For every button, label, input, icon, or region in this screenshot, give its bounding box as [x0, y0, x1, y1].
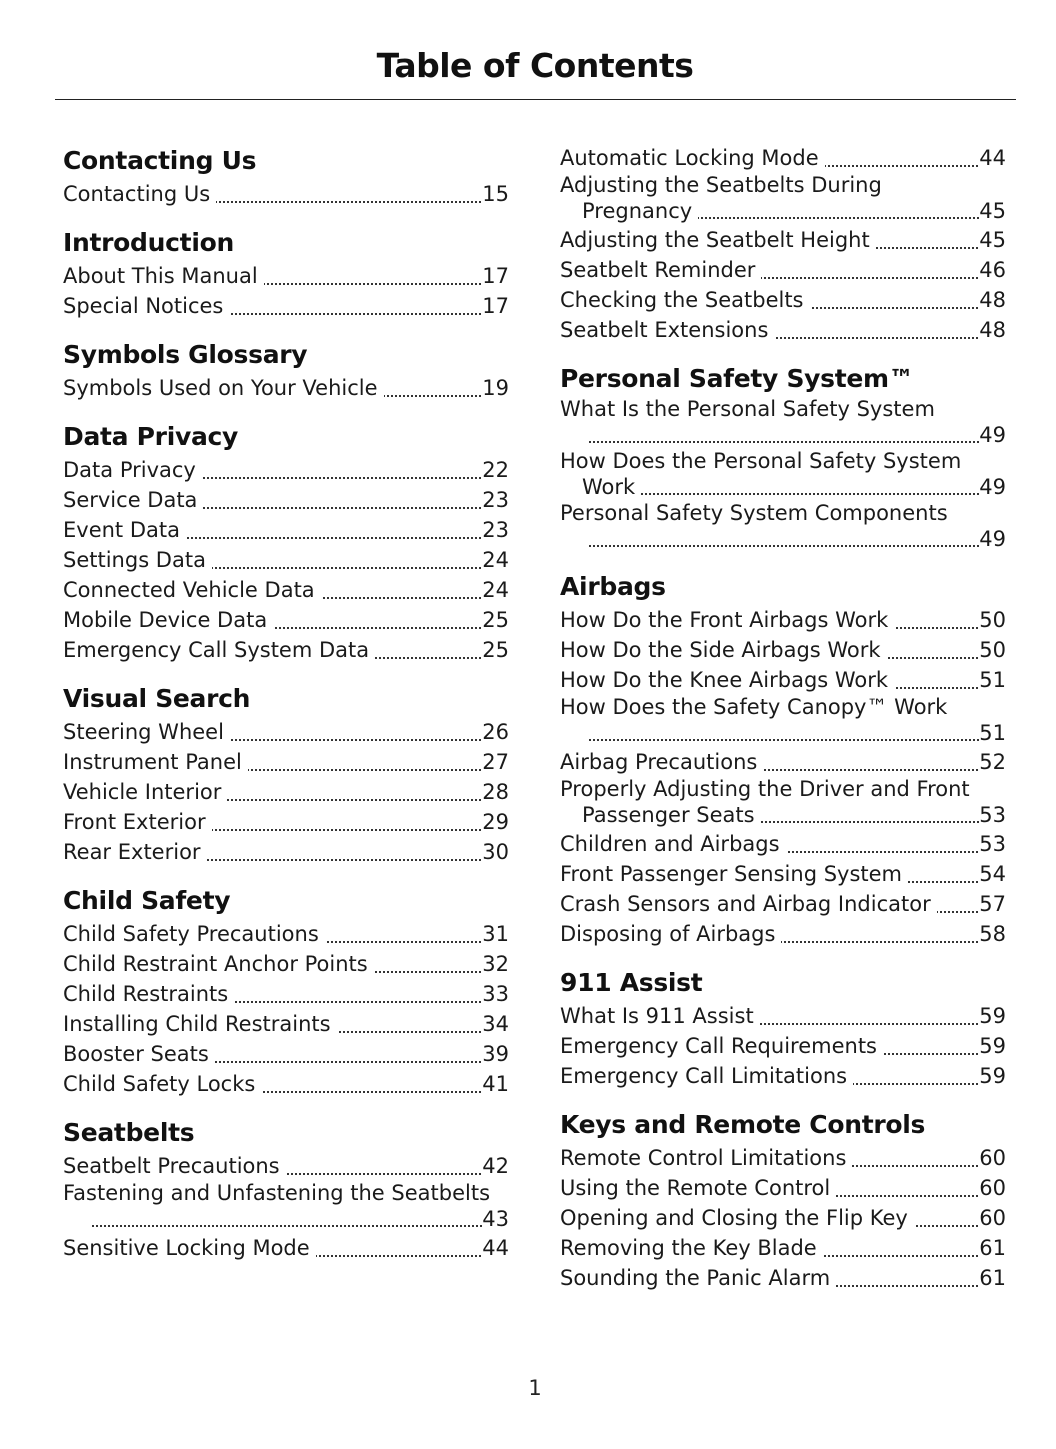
- toc-entry[interactable]: [63, 1039, 509, 1069]
- toc-entry[interactable]: [560, 1001, 1006, 1031]
- toc-entry[interactable]: [63, 545, 509, 575]
- entry-title: Seatbelt Extensions: [560, 318, 774, 342]
- entry-continuation: [560, 197, 1006, 225]
- entry-title-continued: Work: [582, 475, 641, 499]
- toc-entry[interactable]: [63, 261, 509, 291]
- toc-entry[interactable]: [63, 979, 509, 1009]
- entry-title: Child Restraints: [63, 982, 234, 1006]
- entry-page-number: 43: [482, 1207, 509, 1231]
- entry-page-number: 34: [482, 1009, 509, 1039]
- entry-title: Seatbelt Precautions: [63, 1154, 286, 1178]
- entry-title: Adjusting the Seatbelt Height: [560, 228, 876, 252]
- entry-page-number: 49: [979, 527, 1006, 551]
- entry-continuation: [560, 719, 1006, 747]
- entry-page-number: 23: [482, 485, 509, 515]
- entry-title: How Do the Front Airbags Work: [560, 608, 894, 632]
- entry-continuation: [560, 525, 1006, 553]
- entry-page-number: 24: [482, 545, 509, 575]
- toc-entry[interactable]: [560, 605, 1006, 635]
- entry-title-continued: [582, 721, 588, 745]
- section-heading: Personal Safety System™: [560, 364, 914, 393]
- toc-entry[interactable]: [560, 285, 1006, 315]
- entry-page-number: 59: [979, 1001, 1006, 1031]
- entry-title-continued: Pregnancy: [582, 199, 698, 223]
- entry-title: Checking the Seatbelts: [560, 288, 810, 312]
- entry-continuation: [63, 1205, 509, 1233]
- entry-page-number: 25: [482, 635, 509, 665]
- entry-page-number: 48: [979, 285, 1006, 315]
- entry-title: Connected Vehicle Data: [63, 578, 321, 602]
- entry-title: Removing the Key Blade: [560, 1236, 823, 1260]
- entry-page-number: 19: [482, 373, 509, 403]
- toc-entry[interactable]: [63, 635, 509, 665]
- entry-title: Child Safety Precautions: [63, 922, 325, 946]
- toc-entry[interactable]: [63, 455, 509, 485]
- entry-page-number: 50: [979, 605, 1006, 635]
- entry-title: About This Manual: [63, 264, 264, 288]
- toc-entry[interactable]: [560, 859, 1006, 889]
- toc-entry[interactable]: [63, 575, 509, 605]
- entry-continuation: [560, 473, 1006, 501]
- entry-title: Mobile Device Data: [63, 608, 273, 632]
- entry-title: Automatic Locking Mode: [560, 146, 825, 170]
- toc-section-keys-and-remote-controls: [560, 1107, 1006, 1293]
- toc-section-data-privacy: [63, 419, 509, 665]
- entry-page-number: 24: [482, 575, 509, 605]
- entry-title: Adjusting the Seatbelts During: [560, 173, 882, 197]
- entry-page-number: 29: [482, 807, 509, 837]
- dot-leader: [582, 739, 1006, 741]
- entry-page-number: 60: [979, 1143, 1006, 1173]
- entry-page-number: 39: [482, 1039, 509, 1069]
- entry-title: What Is the Personal Safety System: [560, 397, 935, 421]
- entry-page-number: 33: [482, 979, 509, 1009]
- toc-entry[interactable]: [560, 1173, 1006, 1203]
- entry-title: Personal Safety System Components: [560, 501, 948, 525]
- entry-title: How Do the Side Airbags Work: [560, 638, 887, 662]
- entry-page-number: 44: [482, 1233, 509, 1263]
- entry-title: Symbols Used on Your Vehicle: [63, 376, 384, 400]
- entry-title: How Do the Knee Airbags Work: [560, 668, 894, 692]
- entry-title: Rear Exterior: [63, 840, 207, 864]
- entry-page-number: 26: [482, 717, 509, 747]
- entry-title: Using the Remote Control: [560, 1176, 836, 1200]
- toc-entry[interactable]: [560, 255, 1006, 285]
- entry-title: Child Safety Locks: [63, 1072, 261, 1096]
- toc-entry[interactable]: [63, 1009, 509, 1039]
- section-heading: Introduction: [63, 228, 234, 257]
- entry-page-number: 42: [482, 1151, 509, 1181]
- entry-page-number: 49: [979, 423, 1006, 447]
- toc-entry[interactable]: [63, 1151, 509, 1181]
- entry-title-continued: [85, 1207, 91, 1231]
- entry-page-number: 57: [979, 889, 1006, 919]
- toc-entry[interactable]: [63, 1069, 509, 1099]
- entry-title: Emergency Call Limitations: [560, 1064, 853, 1088]
- toc-entry[interactable]: [560, 889, 1006, 919]
- entry-page-number: 49: [979, 475, 1006, 499]
- entry-page-number: 17: [482, 261, 509, 291]
- toc-entry[interactable]: [560, 1061, 1006, 1091]
- page-number: 1: [528, 1376, 542, 1400]
- toc-entry[interactable]: [63, 837, 509, 867]
- entry-page-number: 54: [979, 859, 1006, 889]
- toc-section-symbols-glossary: [63, 337, 509, 403]
- entry-page-number: 15: [482, 179, 509, 209]
- dot-leader: [85, 1225, 509, 1227]
- entry-title: Special Notices: [63, 294, 229, 318]
- toc-entry[interactable]: [63, 949, 509, 979]
- section-heading: Child Safety: [63, 886, 231, 915]
- dot-leader: [582, 545, 1006, 547]
- toc-entry[interactable]: [560, 635, 1006, 665]
- section-heading: Contacting Us: [63, 146, 257, 175]
- entry-page-number: 45: [979, 199, 1006, 223]
- toc-entry[interactable]: [560, 173, 1006, 225]
- entry-title: Booster Seats: [63, 1042, 215, 1066]
- entry-title: Airbag Precautions: [560, 750, 763, 774]
- entry-title: Crash Sensors and Airbag Indicator: [560, 892, 937, 916]
- entry-page-number: 48: [979, 315, 1006, 345]
- toc-left-column: [63, 143, 509, 1279]
- entry-page-number: 25: [482, 605, 509, 635]
- entry-page-number: 60: [979, 1173, 1006, 1203]
- entry-title: Emergency Call Requirements: [560, 1034, 883, 1058]
- toc-section-911-assist: [560, 965, 1006, 1091]
- section-heading: Keys and Remote Controls: [560, 1110, 926, 1139]
- toc-entry[interactable]: [63, 919, 509, 949]
- toc-entry[interactable]: [63, 777, 509, 807]
- entry-title: Sensitive Locking Mode: [63, 1236, 316, 1260]
- toc-entry[interactable]: [63, 373, 509, 403]
- entry-title: Front Passenger Sensing System: [560, 862, 908, 886]
- entry-page-number: 41: [482, 1069, 509, 1099]
- toc-entry[interactable]: [63, 515, 509, 545]
- toc-entry[interactable]: [560, 747, 1006, 777]
- toc-entry[interactable]: [560, 1263, 1006, 1293]
- entry-page-number: 59: [979, 1031, 1006, 1061]
- entry-title: Disposing of Airbags: [560, 922, 781, 946]
- entry-page-number: 28: [482, 777, 509, 807]
- toc-section-contacting-us: [63, 143, 509, 209]
- entry-continuation: [560, 421, 1006, 449]
- entry-page-number: 30: [482, 837, 509, 867]
- entry-title-continued: [582, 423, 588, 447]
- entry-page-number: 61: [979, 1263, 1006, 1293]
- entry-title-continued: [582, 527, 588, 551]
- toc-entry[interactable]: [560, 1203, 1006, 1233]
- toc-entry[interactable]: [560, 315, 1006, 345]
- entry-page-number: 44: [979, 143, 1006, 173]
- toc-entry[interactable]: [560, 1031, 1006, 1061]
- toc-entry[interactable]: [63, 1181, 509, 1233]
- section-heading: Symbols Glossary: [63, 340, 308, 369]
- entry-page-number: 22: [482, 455, 509, 485]
- entry-title: What Is 911 Assist: [560, 1004, 760, 1028]
- entry-page-number: 60: [979, 1203, 1006, 1233]
- toc-entry[interactable]: [63, 747, 509, 777]
- entry-page-number: 23: [482, 515, 509, 545]
- toc-section-airbags: [560, 569, 1006, 949]
- entry-continuation: [560, 801, 1006, 829]
- entry-page-number: 52: [979, 747, 1006, 777]
- toc-entry[interactable]: [63, 807, 509, 837]
- entry-title: Steering Wheel: [63, 720, 230, 744]
- entry-title: Contacting Us: [63, 182, 216, 206]
- entry-title: Vehicle Interior: [63, 780, 227, 804]
- toc-right-column: [560, 143, 1006, 1309]
- entry-page-number: 53: [979, 829, 1006, 859]
- entry-title: Service Data: [63, 488, 203, 512]
- entry-page-number: 50: [979, 635, 1006, 665]
- toc-entry[interactable]: [560, 501, 1006, 553]
- toc-entry[interactable]: [560, 695, 1006, 747]
- entry-title: Properly Adjusting the Driver and Front: [560, 777, 970, 801]
- entry-page-number: 45: [979, 225, 1006, 255]
- toc-entry[interactable]: [560, 777, 1006, 829]
- toc-entry[interactable]: [560, 397, 1006, 449]
- toc-section-introduction: [63, 225, 509, 321]
- entry-title: Settings Data: [63, 548, 212, 572]
- entry-title: Opening and Closing the Flip Key: [560, 1206, 914, 1230]
- entry-page-number: 51: [979, 721, 1006, 745]
- entry-title: How Does the Safety Canopy™ Work: [560, 695, 948, 719]
- toc-section-seatbelts: [63, 1115, 509, 1263]
- entry-title: Child Restraint Anchor Points: [63, 952, 374, 976]
- toc-entry[interactable]: [560, 665, 1006, 695]
- dot-leader: [582, 441, 1006, 443]
- entry-page-number: 53: [979, 803, 1006, 827]
- entry-title: Event Data: [63, 518, 186, 542]
- toc-entry[interactable]: [560, 829, 1006, 859]
- entry-page-number: 58: [979, 919, 1006, 949]
- toc-entry[interactable]: [560, 225, 1006, 255]
- entry-page-number: 51: [979, 665, 1006, 695]
- toc-section-visual-search: [63, 681, 509, 867]
- toc-entry[interactable]: [63, 717, 509, 747]
- entry-title: Children and Airbags: [560, 832, 786, 856]
- toc-entry[interactable]: [63, 605, 509, 635]
- toc-entry[interactable]: [560, 919, 1006, 949]
- entry-title: Front Exterior: [63, 810, 212, 834]
- entry-page-number: 32: [482, 949, 509, 979]
- toc-entry[interactable]: [63, 291, 509, 321]
- toc-section-personal-safety-system: [560, 361, 1006, 553]
- toc-entry[interactable]: [63, 485, 509, 515]
- toc-entry[interactable]: [560, 1143, 1006, 1173]
- entry-page-number: 31: [482, 919, 509, 949]
- section-heading: Seatbelts: [63, 1118, 195, 1147]
- title-divider: [55, 99, 1016, 100]
- toc-entry[interactable]: [63, 179, 509, 209]
- entry-page-number: 17: [482, 291, 509, 321]
- section-heading: 911 Assist: [560, 968, 703, 997]
- entry-page-number: 46: [979, 255, 1006, 285]
- toc-entry[interactable]: [560, 1233, 1006, 1263]
- toc-entry[interactable]: [63, 1233, 509, 1263]
- entry-title: Emergency Call System Data: [63, 638, 375, 662]
- toc-section-continued: [560, 143, 1006, 345]
- entry-page-number: 59: [979, 1061, 1006, 1091]
- entry-title: Fastening and Unfastening the Seatbelts: [63, 1181, 491, 1205]
- entry-title: Remote Control Limitations: [560, 1146, 852, 1170]
- toc-entry[interactable]: [560, 143, 1006, 173]
- section-heading: Airbags: [560, 572, 666, 601]
- entry-title: Data Privacy: [63, 458, 202, 482]
- dot-leader: [582, 493, 1006, 495]
- entry-title: Seatbelt Reminder: [560, 258, 761, 282]
- section-heading: Data Privacy: [63, 422, 239, 451]
- entry-title: Sounding the Panic Alarm: [560, 1266, 836, 1290]
- toc-section-child-safety: [63, 883, 509, 1099]
- toc-entry[interactable]: [560, 449, 1006, 501]
- entry-title: Instrument Panel: [63, 750, 248, 774]
- entry-title: Installing Child Restraints: [63, 1012, 337, 1036]
- page-title: Table of Contents: [376, 46, 694, 85]
- entry-title: How Does the Personal Safety System: [560, 449, 962, 473]
- entry-page-number: 61: [979, 1233, 1006, 1263]
- section-heading: Visual Search: [63, 684, 251, 713]
- entry-page-number: 27: [482, 747, 509, 777]
- entry-title-continued: Passenger Seats: [582, 803, 761, 827]
